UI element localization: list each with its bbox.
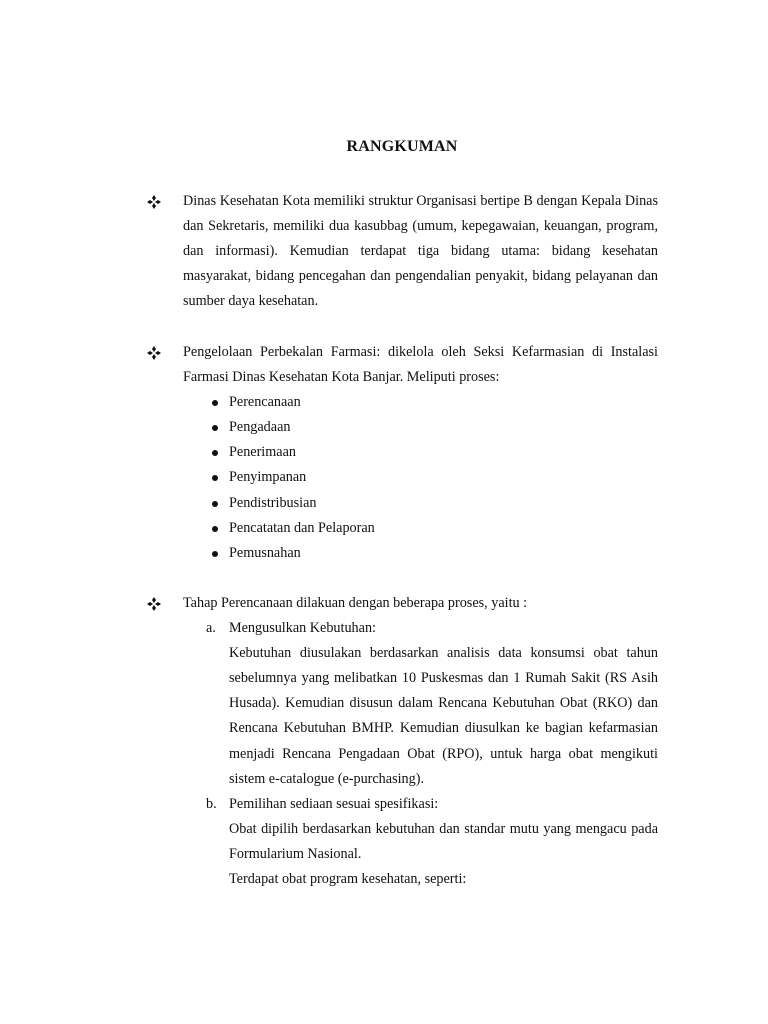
list-item-label: Pencatatan dan Pelaporan bbox=[229, 519, 375, 536]
step-body-continued: Terdapat obat program kesehatan, seperti: bbox=[229, 871, 467, 888]
list-item bbox=[208, 415, 658, 440]
summary-section-3 bbox=[146, 591, 658, 892]
step-heading: Pemilihan sediaan sesuai spesifikasi: bbox=[229, 795, 439, 812]
bullet-dot-icon bbox=[212, 551, 218, 557]
step-marker: b. bbox=[206, 795, 217, 812]
list-item bbox=[208, 541, 658, 566]
list-item-label: Pemusnahan bbox=[229, 544, 301, 561]
list-item bbox=[208, 390, 658, 415]
step-heading: Mengusulkan Kebutuhan: bbox=[229, 620, 376, 637]
step-body: Kebutuhan diusulakan berdasarkan analisis data konsumsi obat tahun sebelumnya yang melibatkan 10 Puskesmas dan 1 Rumah Sakit (RS Asih Husada). Kemudian disusun dalam Rencana Kebutuhan Obat (RKO) dan Rencana Kebutuhan BMHP. Kemudian diusulkan ke bagian kefarmasian menjadi Rencana Pengadaan Obat (RPO), untuk harga obat mengikuti sistem e-catalogue (e-purchasing). bbox=[229, 645, 658, 787]
bullet-dot-icon bbox=[212, 425, 218, 431]
list-item-label: Pendistribusian bbox=[229, 494, 317, 511]
section-3-text: Tahap Perencanaan dilakuan dengan beberapa proses, yaitu : bbox=[183, 595, 528, 611]
diamond-bullet-icon bbox=[146, 194, 162, 210]
planning-step-b bbox=[206, 792, 658, 892]
process-list bbox=[208, 390, 658, 566]
page-title: RANGKUMAN bbox=[346, 138, 458, 155]
list-item-label: Penyimpanan bbox=[229, 469, 307, 486]
bullet-dot-icon bbox=[212, 475, 218, 481]
section-1-text: Dinas Kesehatan Kota memiliki struktur Organisasi bertipe B dengan Kepala Dinas dan Sekretaris, memiliki dua kasubbag (umum, kepegawaian, keuangan, program, dan informasi). Kemudian terdapat tiga bidang utama: bidang kesehatan masyarakat, bidang pencegahan dan pengendalian penyakit, bidang pelayanan dan sumber daya kesehatan. bbox=[183, 193, 658, 310]
section-2-text: Pengelolaan Perbekalan Farmasi: dikelola oleh Seksi Kefarmasian di Instalasi Farmasi Dinas Kesehatan Kota Banjar. Meliputi proses: bbox=[183, 344, 658, 386]
list-item bbox=[208, 516, 658, 541]
summary-section-2 bbox=[146, 340, 658, 566]
list-item-label: Pengadaan bbox=[229, 419, 291, 436]
bullet-dot-icon bbox=[212, 400, 218, 406]
diamond-bullet-icon bbox=[146, 345, 162, 361]
diamond-bullet-icon bbox=[146, 596, 162, 612]
list-item bbox=[208, 491, 658, 516]
planning-steps bbox=[206, 616, 658, 892]
step-body: Obat dipilih berdasarkan kebutuhan dan standar mutu yang mengacu pada Formularium Nasional. bbox=[229, 820, 658, 862]
planning-step-a bbox=[206, 616, 658, 792]
step-marker: a. bbox=[206, 620, 216, 637]
list-item-label: Perencanaan bbox=[229, 394, 301, 411]
summary-section-1 bbox=[146, 189, 658, 314]
bullet-dot-icon bbox=[212, 450, 218, 456]
list-item bbox=[208, 465, 658, 490]
bullet-dot-icon bbox=[212, 501, 218, 507]
list-item bbox=[208, 440, 658, 465]
list-item-label: Penerimaan bbox=[229, 444, 296, 461]
bullet-dot-icon bbox=[212, 526, 218, 532]
